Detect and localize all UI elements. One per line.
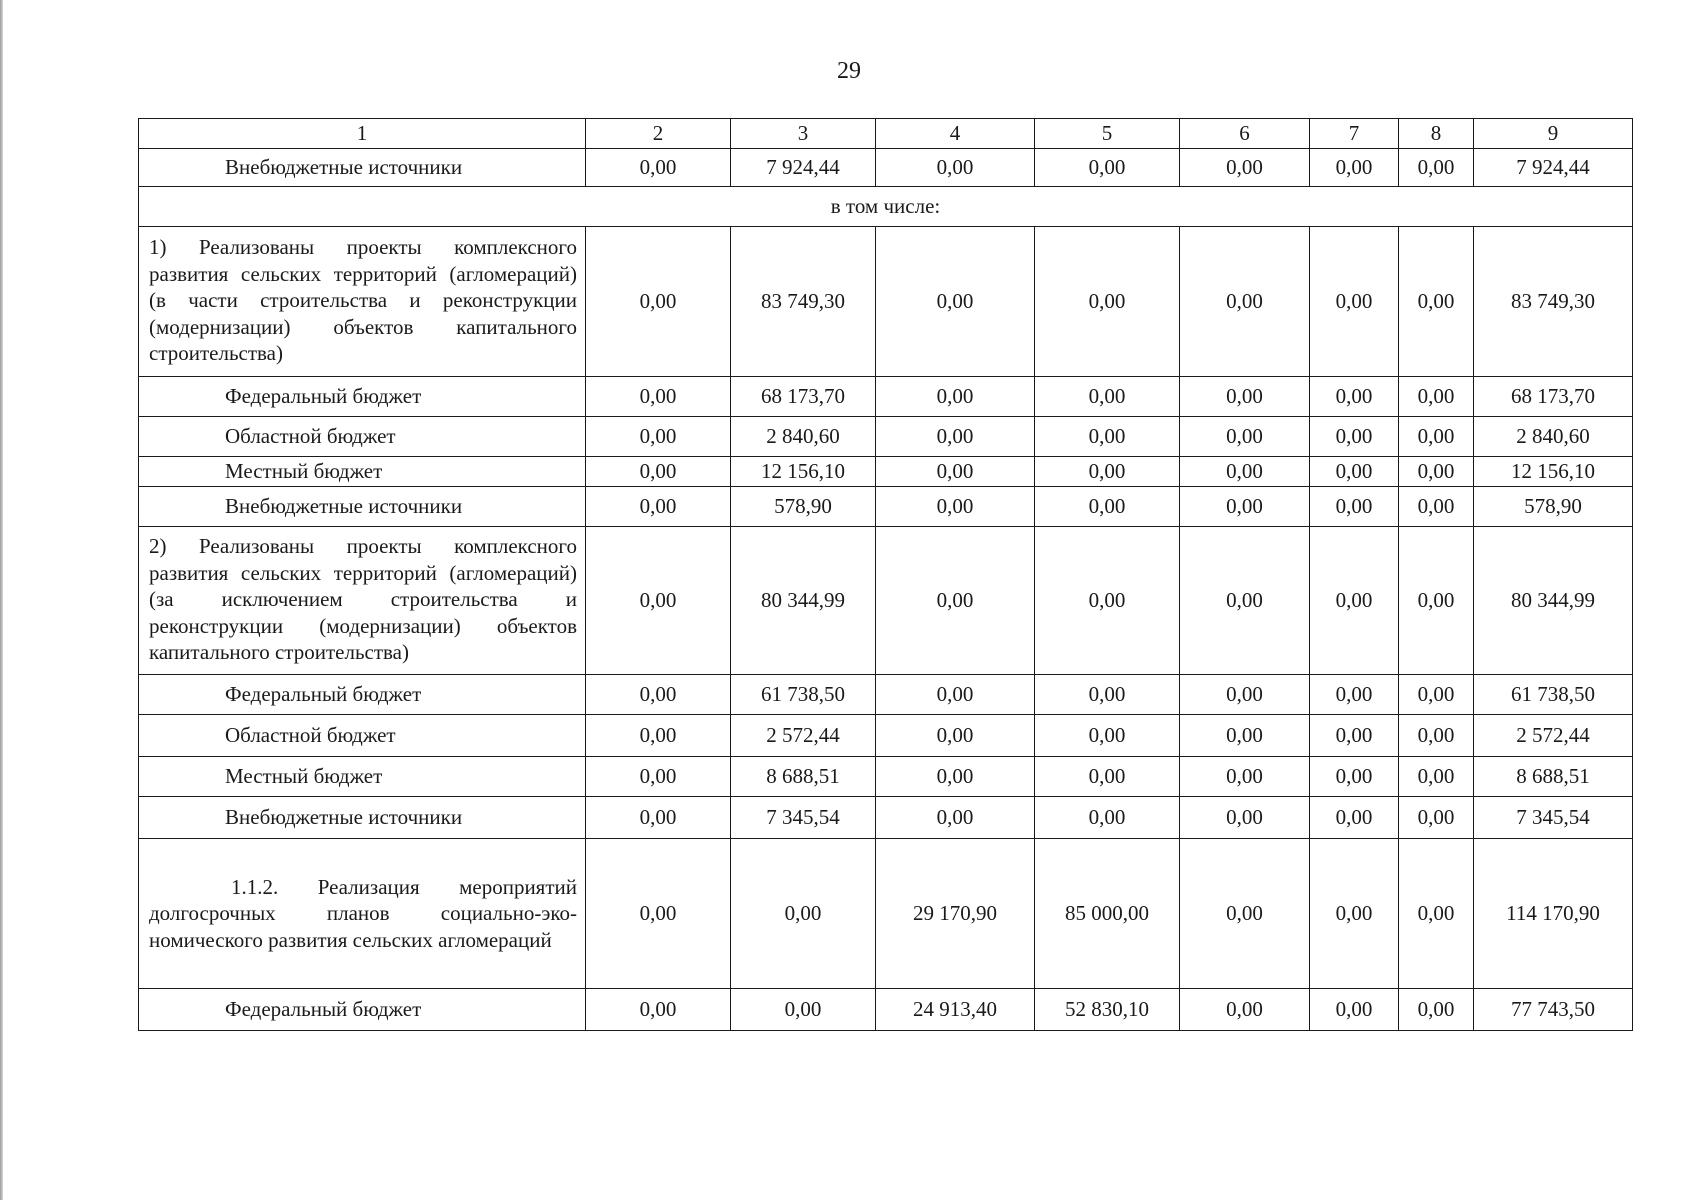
page-number: 29 xyxy=(837,58,861,84)
value-cell: 2 840,60 xyxy=(1474,417,1633,457)
value-cell: 0,00 xyxy=(586,797,731,839)
value-cell: 0,00 xyxy=(1035,715,1180,757)
value-cell: 0,00 xyxy=(876,487,1035,527)
value-cell: 7 924,44 xyxy=(731,149,876,187)
column-number-header: 7 xyxy=(1310,119,1399,149)
value-cell: 0,00 xyxy=(1310,487,1399,527)
row-label-cell: Областной бюджет xyxy=(139,715,586,757)
value-cell: 0,00 xyxy=(1399,417,1474,457)
row-label-cell: Федеральный бюджет xyxy=(139,989,586,1031)
value-cell: 0,00 xyxy=(1180,377,1310,417)
value-cell: 0,00 xyxy=(1035,757,1180,797)
value-cell: 85 000,00 xyxy=(1035,839,1180,989)
table-row xyxy=(139,527,1633,675)
header-row xyxy=(139,119,1633,149)
value-cell: 0,00 xyxy=(1310,757,1399,797)
value-cell: 0,00 xyxy=(1310,457,1399,487)
table-row xyxy=(139,227,1633,377)
value-cell: 0,00 xyxy=(876,675,1035,715)
column-number-header: 9 xyxy=(1474,119,1633,149)
value-cell: 0,00 xyxy=(586,715,731,757)
value-cell: 0,00 xyxy=(1180,757,1310,797)
value-cell: 83 749,30 xyxy=(1474,227,1633,377)
value-cell: 0,00 xyxy=(876,417,1035,457)
value-cell: 80 344,99 xyxy=(731,527,876,675)
value-cell: 0,00 xyxy=(1035,377,1180,417)
value-cell: 24 913,40 xyxy=(876,989,1035,1031)
value-cell: 0,00 xyxy=(876,797,1035,839)
value-cell: 0,00 xyxy=(1399,839,1474,989)
value-cell: 114 170,90 xyxy=(1474,839,1633,989)
value-cell: 0,00 xyxy=(1035,457,1180,487)
column-number-header: 5 xyxy=(1035,119,1180,149)
table-row xyxy=(139,187,1633,227)
value-cell: 52 830,10 xyxy=(1035,989,1180,1031)
value-cell: 61 738,50 xyxy=(1474,675,1633,715)
value-cell: 0,00 xyxy=(1310,527,1399,675)
row-label-cell: Местный бюджет xyxy=(139,457,586,487)
value-cell: 0,00 xyxy=(1310,715,1399,757)
value-cell: 0,00 xyxy=(1180,227,1310,377)
value-cell: 12 156,10 xyxy=(1474,457,1633,487)
row-label-cell: Внебюджетные источники xyxy=(139,149,586,187)
value-cell: 0,00 xyxy=(586,989,731,1031)
value-cell: 0,00 xyxy=(586,457,731,487)
value-cell: 0,00 xyxy=(1180,457,1310,487)
row-label-cell: Внебюджетные источники xyxy=(139,797,586,839)
value-cell: 0,00 xyxy=(876,757,1035,797)
value-cell: 0,00 xyxy=(1180,417,1310,457)
row-label-cell: Федеральный бюджет xyxy=(139,675,586,715)
value-cell: 0,00 xyxy=(1180,675,1310,715)
table-row xyxy=(139,839,1633,989)
table-row xyxy=(139,417,1633,457)
value-cell: 8 688,51 xyxy=(1474,757,1633,797)
value-cell: 0,00 xyxy=(1310,377,1399,417)
value-cell: 0,00 xyxy=(1399,457,1474,487)
value-cell: 12 156,10 xyxy=(731,457,876,487)
row-label-cell: 2) Реализованы проекты комплексного развития сельских территорий (агломераций) (за исключением строительства и реконструкции (модернизации) объектов капитального строительства) xyxy=(139,527,586,675)
value-cell: 68 173,70 xyxy=(731,377,876,417)
value-cell: 0,00 xyxy=(586,839,731,989)
value-cell: 61 738,50 xyxy=(731,675,876,715)
value-cell: 0,00 xyxy=(1035,417,1180,457)
value-cell: 0,00 xyxy=(1035,675,1180,715)
value-cell: 2 840,60 xyxy=(731,417,876,457)
value-cell: 0,00 xyxy=(1180,715,1310,757)
column-number-header: 1 xyxy=(139,119,586,149)
value-cell: 0,00 xyxy=(1180,839,1310,989)
value-cell: 77 743,50 xyxy=(1474,989,1633,1031)
value-cell: 0,00 xyxy=(876,377,1035,417)
row-label-cell: Местный бюджет xyxy=(139,757,586,797)
value-cell: 0,00 xyxy=(586,417,731,457)
value-cell: 0,00 xyxy=(731,989,876,1031)
value-cell: 0,00 xyxy=(586,487,731,527)
scan-edge xyxy=(0,0,3,1200)
value-cell: 0,00 xyxy=(1310,797,1399,839)
value-cell: 7 345,54 xyxy=(731,797,876,839)
value-cell: 0,00 xyxy=(876,527,1035,675)
value-cell: 0,00 xyxy=(1399,797,1474,839)
table-body xyxy=(139,119,1633,1031)
column-number-header: 6 xyxy=(1180,119,1310,149)
value-cell: 0,00 xyxy=(1180,527,1310,675)
row-label-cell: 1.1.2. Реализация мероприятий долгосрочных планов социально-экономического развития сельских агломераций xyxy=(139,839,586,989)
column-number-header: 3 xyxy=(731,119,876,149)
value-cell: 0,00 xyxy=(1399,377,1474,417)
value-cell: 0,00 xyxy=(876,227,1035,377)
value-cell: 0,00 xyxy=(1399,149,1474,187)
column-number-header: 2 xyxy=(586,119,731,149)
value-cell: 2 572,44 xyxy=(1474,715,1633,757)
value-cell: 0,00 xyxy=(586,149,731,187)
value-cell: 0,00 xyxy=(1035,149,1180,187)
value-cell: 0,00 xyxy=(1310,417,1399,457)
table-row xyxy=(139,675,1633,715)
value-cell: 0,00 xyxy=(1310,675,1399,715)
value-cell: 0,00 xyxy=(1180,487,1310,527)
budget-table xyxy=(138,118,1633,1031)
value-cell: 80 344,99 xyxy=(1474,527,1633,675)
value-cell: 7 345,54 xyxy=(1474,797,1633,839)
value-cell: 0,00 xyxy=(1399,527,1474,675)
value-cell: 0,00 xyxy=(1399,487,1474,527)
value-cell: 0,00 xyxy=(1399,715,1474,757)
value-cell: 0,00 xyxy=(1399,757,1474,797)
value-cell: 0,00 xyxy=(1180,797,1310,839)
table-row xyxy=(139,377,1633,417)
value-cell: 0,00 xyxy=(1035,527,1180,675)
value-cell: 0,00 xyxy=(876,715,1035,757)
value-cell: 0,00 xyxy=(876,457,1035,487)
value-cell: 0,00 xyxy=(1180,149,1310,187)
value-cell: 0,00 xyxy=(1399,227,1474,377)
value-cell: 0,00 xyxy=(1035,227,1180,377)
value-cell: 83 749,30 xyxy=(731,227,876,377)
row-label-cell: Федеральный бюджет xyxy=(139,377,586,417)
value-cell: 29 170,90 xyxy=(876,839,1035,989)
value-cell: 0,00 xyxy=(1310,989,1399,1031)
value-cell: 0,00 xyxy=(586,377,731,417)
value-cell: 0,00 xyxy=(1035,487,1180,527)
value-cell: 0,00 xyxy=(586,527,731,675)
table-row xyxy=(139,797,1633,839)
value-cell: 0,00 xyxy=(586,227,731,377)
table-row xyxy=(139,457,1633,487)
value-cell: 0,00 xyxy=(1399,989,1474,1031)
value-cell: 578,90 xyxy=(1474,487,1633,527)
column-number-header: 8 xyxy=(1399,119,1474,149)
value-cell: 7 924,44 xyxy=(1474,149,1633,187)
value-cell: 8 688,51 xyxy=(731,757,876,797)
table-row xyxy=(139,757,1633,797)
table-row xyxy=(139,715,1633,757)
value-cell: 0,00 xyxy=(1035,797,1180,839)
row-label-cell: Областной бюджет xyxy=(139,417,586,457)
table-row xyxy=(139,149,1633,187)
value-cell: 0,00 xyxy=(1310,839,1399,989)
value-cell: 0,00 xyxy=(876,149,1035,187)
table-row xyxy=(139,989,1633,1031)
value-cell: 0,00 xyxy=(1399,675,1474,715)
value-cell: 578,90 xyxy=(731,487,876,527)
value-cell: 0,00 xyxy=(586,675,731,715)
value-cell: 0,00 xyxy=(586,757,731,797)
table-row xyxy=(139,487,1633,527)
value-cell: 0,00 xyxy=(1180,989,1310,1031)
value-cell: 0,00 xyxy=(1310,149,1399,187)
row-label-cell: Внебюджетные источники xyxy=(139,487,586,527)
row-label-cell: 1) Реализованы проекты комплексного развития сельских территорий (агломераций) (в части строительства и реконструкции (модернизации) объектов капитального строительства) xyxy=(139,227,586,377)
value-cell: 2 572,44 xyxy=(731,715,876,757)
subheading-cell: в том числе: xyxy=(139,187,1633,227)
value-cell: 68 173,70 xyxy=(1474,377,1633,417)
column-number-header: 4 xyxy=(876,119,1035,149)
value-cell: 0,00 xyxy=(731,839,876,989)
value-cell: 0,00 xyxy=(1310,227,1399,377)
